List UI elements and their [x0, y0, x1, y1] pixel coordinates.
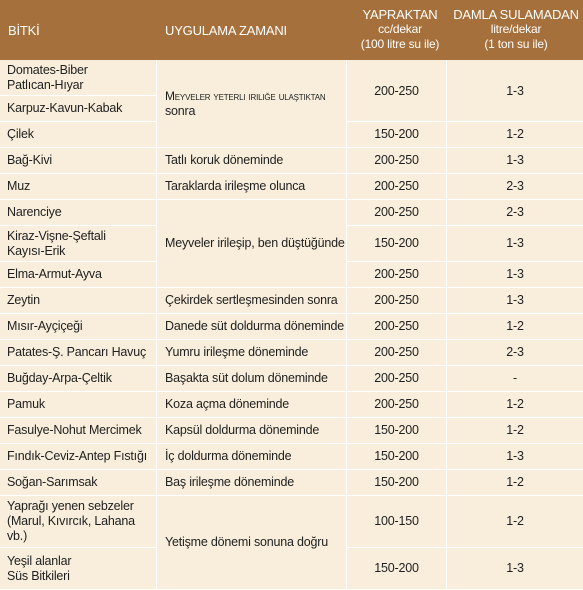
header-leaf-title: YAPRAKTAN — [362, 7, 438, 22]
plant-cell: Fasulye-Nohut Mercimek — [0, 418, 157, 443]
drip-dose-cell: 1-2 — [506, 127, 524, 141]
plant-cell: Buğday-Arpa-Çeltik — [0, 366, 157, 391]
table-row — [0, 288, 583, 314]
drip-dose-cell: 1-2 — [506, 319, 524, 333]
table-row — [0, 314, 583, 340]
header-drip-irrigation — [446, 7, 583, 52]
leaf-dose-cell-merged: 200-250 — [347, 60, 447, 122]
plant-cell: Soğan-Sarımsak — [0, 470, 157, 495]
time-cell: Tatlı koruk döneminde — [157, 148, 347, 173]
table-row — [0, 418, 583, 444]
plant-cell: Çilek — [0, 122, 157, 147]
leaf-dose-cell: 150-200 — [347, 122, 447, 147]
drip-dose-cell: 2-3 — [506, 179, 524, 193]
leaf-dose-cell: 100-150 — [347, 496, 447, 547]
drip-dose-cell: - — [513, 371, 517, 385]
plant-cell: Bağ-Kivi — [0, 148, 157, 173]
header-leaf-note: (100 litre su ile) — [360, 37, 440, 51]
plant-cell: Pamuk — [0, 392, 157, 417]
leaf-dose-cell: 200-250 — [347, 366, 447, 391]
drip-dose-cell: 2-3 — [506, 205, 524, 219]
drip-dose-cell: 1-2 — [506, 514, 524, 528]
time-cell: Baş irileşme döneminde — [157, 470, 347, 495]
table-row — [0, 174, 583, 200]
plant-cell: Kiraz-Vişne-Şeftali Kayısı-Erik — [0, 226, 157, 261]
leaf-dose-cell: 200-250 — [347, 392, 447, 417]
drip-dose-cell: 1-2 — [506, 423, 524, 437]
time-cell: Kapsül doldurma döneminde — [157, 418, 347, 443]
drip-dose-cell-merged: 1-3 — [447, 60, 583, 122]
header-leaf-application — [346, 7, 454, 52]
time-cell: Taraklarda irileşme olunca — [157, 174, 347, 199]
plant-cell: Elma-Armut-Ayva — [0, 262, 157, 287]
leaf-dose-cell: 200-250 — [347, 174, 447, 199]
time-cell: Başakta süt dolum döneminde — [157, 366, 347, 391]
plant-cell: Domates-Biber Patlıcan-Hıyar — [0, 60, 157, 95]
leaf-dose-cell: 200-250 — [347, 148, 447, 173]
time-cell: Yumru irileşme döneminde — [157, 340, 347, 365]
table-row — [0, 444, 583, 470]
header-plant: BİTKİ — [8, 23, 40, 38]
drip-dose-cell: 1-3 — [506, 449, 524, 463]
leaf-dose-cell: 200-250 — [347, 340, 447, 365]
table-row — [0, 366, 583, 392]
header-application-time: UYGULAMA ZAMANI — [165, 23, 287, 38]
time-cell: Koza açma döneminde — [157, 392, 347, 417]
leaf-dose-cell: 150-200 — [347, 444, 447, 469]
time-cell-merged: Yetişme dönemi sonuna doğru — [157, 496, 347, 590]
table-header — [0, 0, 583, 60]
plant-cell: Mısır-Ayçiçeği — [0, 314, 157, 339]
plant-cell: Yeşil alanlar Süs Bitkileri — [0, 548, 157, 589]
table-row — [0, 470, 583, 496]
drip-dose-cell: 1-3 — [506, 267, 524, 281]
drip-dose-cell: 1-2 — [506, 475, 524, 489]
drip-dose-cell: 1-3 — [506, 236, 524, 250]
leaf-dose-cell: 200-250 — [347, 314, 447, 339]
time-cell: İç doldurma döneminde — [157, 444, 347, 469]
time-cell: Çekirdek sertleşmesinden sonra — [157, 288, 347, 313]
time-cell: Danede süt doldurma döneminde — [157, 314, 347, 339]
plant-cell: Zeytin — [0, 288, 157, 313]
plant-cell: Fındık-Ceviz-Antep Fıstığı — [0, 444, 157, 469]
plant-cell: Narenciye — [0, 200, 157, 225]
header-drip-title: DAMLA SULAMADAN — [453, 7, 579, 22]
header-drip-unit: litre/dekar — [490, 22, 542, 36]
drip-dose-cell: 2-3 — [506, 345, 524, 359]
time-cell-merged: Meyveler irileşip, ben düştüğünde — [157, 200, 347, 288]
plant-cell: Yaprağı yenen sebzeler (Marul, Kıvırcık, Lahana vb.) — [0, 496, 157, 547]
leaf-dose-cell: 150-200 — [347, 470, 447, 495]
leaf-dose-cell: 150-200 — [347, 548, 447, 589]
plant-cell: Muz — [0, 174, 157, 199]
table-row — [0, 148, 583, 174]
leaf-dose-cell: 200-250 — [347, 288, 447, 313]
leaf-dose-cell: 150-200 — [347, 418, 447, 443]
header-drip-note: (1 ton su ile) — [484, 37, 548, 51]
drip-dose-cell: 1-3 — [506, 561, 524, 575]
plant-cell: Karpuz-Kavun-Kabak — [0, 96, 157, 121]
plant-cell: Patates-Ş. Pancarı Havuç — [0, 340, 157, 365]
time-cell-merged: Meyveler yeterli iriliğe ulaştıktan sonra — [157, 60, 347, 148]
drip-dose-cell: 1-3 — [506, 153, 524, 167]
leaf-dose-cell: 200-250 — [347, 262, 447, 287]
leaf-dose-cell: 200-250 — [347, 200, 447, 225]
drip-dose-cell: 1-3 — [506, 293, 524, 307]
table-row — [0, 392, 583, 418]
leaf-dose-cell: 150-200 — [347, 226, 447, 261]
table-row — [0, 340, 583, 366]
drip-dose-cell: 1-2 — [506, 397, 524, 411]
header-leaf-unit: cc/dekar — [378, 22, 422, 36]
